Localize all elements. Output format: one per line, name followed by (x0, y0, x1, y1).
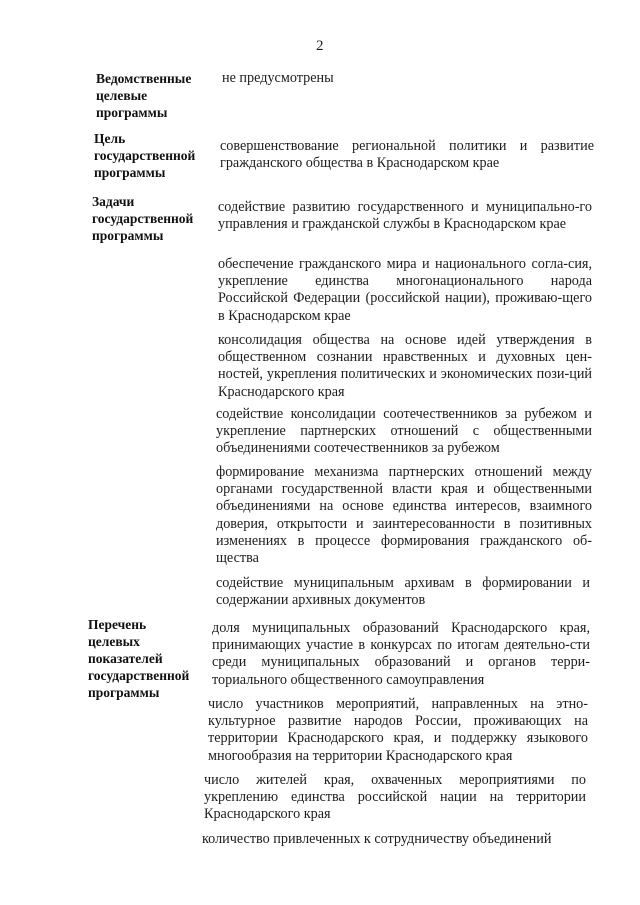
section-paragraph: число жителей края, охваченных мероприятиями по укреплению единства российской нации на территории Краснодарского края (204, 772, 586, 823)
section-label: Ведомственные целевые программы (96, 71, 192, 120)
section-paragraph: не предусмотрены (222, 70, 334, 86)
page-number: 2 (316, 38, 324, 54)
section-paragraph: содействие муниципальным архивам в формировании и содержании архивных документов (216, 575, 590, 609)
section-paragraph: доля муниципальных образований Краснодарского края, принимающих участие в конкурсах по итогам деятельно-сти среди муниципальных образований и органов терри-ториального общественного самоуправления (212, 620, 590, 688)
section-paragraph: количество привлеченных к сотрудничеству объединений (202, 831, 552, 847)
section-paragraph: содействие развитию государственного и муниципально-го управления и гражданской службы в Краснодарском крае (218, 199, 592, 233)
section-paragraph: обеспечение гражданского мира и национального согла-сия, укрепление единства многонационального народа Российской Федерации (российской нации), проживаю-щего в Краснодарском крае (218, 256, 592, 324)
section-label: Цель государственной программы (94, 131, 196, 180)
section-paragraph: число участников мероприятий, направленных на этно-культурное развитие народов России, проживающих на территории Краснодарского края, и поддержку языкового многообразия на территории Краснодарского края (208, 696, 588, 764)
section-paragraph: консолидация общества на основе идей утверждения в общественном сознании нравственных и духовных цен-ностей, укрепления политических и экономических пози-ций Краснодарского края (218, 332, 592, 400)
section-paragraph: содействие консолидации соотечественников за рубежом и укрепление партнерских отношений с общественными объединениями соотечественников за рубежом (216, 406, 592, 457)
section-paragraph: совершенствование региональной политики и развитие гражданского общества в Краснодарском крае (220, 138, 594, 172)
section-paragraph: формирование механизма партнерских отношений между органами государственной власти края и общественными объединениями на основе единства интересов, взаимного доверия, открытости и заинтересованности в позитивных изменениях в процессе формирования гражданского об-щества (216, 464, 592, 567)
section-label: Задачи государственной программы (92, 194, 194, 243)
section-label: Перечень целевых показателей государственной программы (88, 617, 190, 700)
